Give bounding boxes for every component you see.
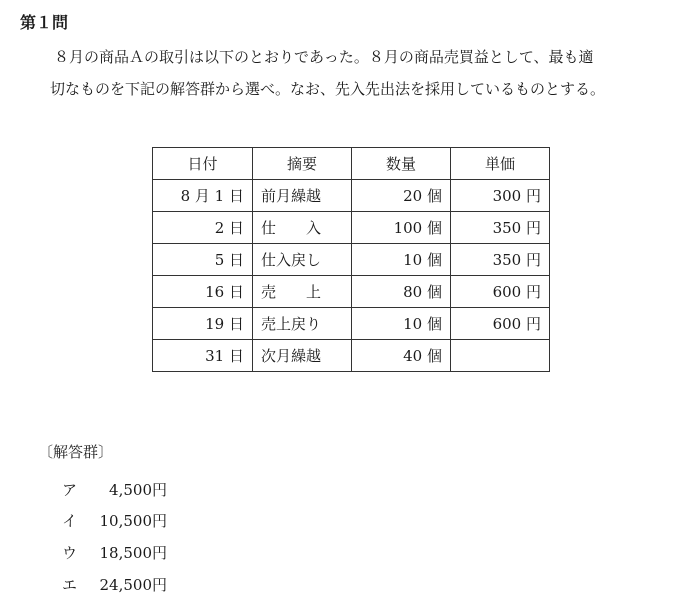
table-row (153, 244, 550, 276)
answer-mark: ア (62, 481, 78, 499)
question-text-line-2: 切なものを下記の解答群から選べ。なお、先入先出法を採用しているものとする。 (50, 80, 606, 98)
cell-quantity: 10 個 (352, 308, 451, 340)
answer-mark: イ (62, 512, 78, 530)
cell-summary: 仕 入 (253, 212, 352, 244)
answer-mark: エ (62, 576, 78, 594)
cell-date: 5 日 (153, 244, 253, 276)
answer-unit: 円 (152, 481, 168, 499)
answer-choices-title: 〔解答群〕 (38, 443, 114, 461)
cell-summary: 売 上 (253, 276, 352, 308)
cell-date: 31 日 (153, 340, 253, 372)
cell-quantity: 20 個 (352, 180, 451, 212)
header-summary: 摘要 (253, 148, 352, 180)
cell-quantity: 10 個 (352, 244, 451, 276)
answer-amount: 24,500 (99, 576, 152, 594)
header-unit-price: 単価 (451, 148, 550, 180)
table-row (153, 212, 550, 244)
cell-unit-price (451, 340, 550, 372)
cell-unit-price: 350 円 (451, 212, 550, 244)
cell-date: 19 日 (153, 308, 253, 340)
question-text-line-1: ８月の商品Ａの取引は以下のとおりであった。８月の商品売買益として、最も適 (54, 48, 594, 66)
table-row (153, 308, 550, 340)
cell-unit-price: 600 円 (451, 276, 550, 308)
answer-amount: 4,500 (109, 481, 152, 499)
cell-summary: 仕入戻し (253, 244, 352, 276)
cell-unit-price: 600 円 (451, 308, 550, 340)
answer-amount: 18,500 (99, 544, 152, 562)
transaction-table (152, 147, 550, 372)
answer-choice-a[interactable] (62, 479, 167, 501)
table-header-row (153, 148, 550, 180)
header-quantity: 数量 (352, 148, 451, 180)
cell-quantity: 80 個 (352, 276, 451, 308)
cell-date: 16 日 (153, 276, 253, 308)
table-row (153, 180, 550, 212)
cell-quantity: 40 個 (352, 340, 451, 372)
table-row (153, 340, 550, 372)
answer-unit: 円 (152, 544, 168, 562)
answer-choice-i[interactable] (62, 510, 167, 532)
answer-choice-e[interactable] (62, 574, 167, 596)
answer-amount: 10,500 (99, 512, 152, 530)
table-row (153, 276, 550, 308)
cell-summary: 前月繰越 (253, 180, 352, 212)
cell-unit-price: 300 円 (451, 180, 550, 212)
cell-quantity: 100 個 (352, 212, 451, 244)
answer-unit: 円 (152, 512, 168, 530)
answer-mark: ウ (62, 544, 78, 562)
question-heading: 第１問 (20, 13, 69, 32)
header-date: 日付 (153, 148, 253, 180)
cell-date: 2 日 (153, 212, 253, 244)
cell-summary: 売上戻り (253, 308, 352, 340)
answer-unit: 円 (152, 576, 168, 594)
answer-choice-u[interactable] (62, 542, 167, 564)
cell-date: 8 月 1 日 (153, 180, 253, 212)
cell-unit-price: 350 円 (451, 244, 550, 276)
cell-summary: 次月繰越 (253, 340, 352, 372)
